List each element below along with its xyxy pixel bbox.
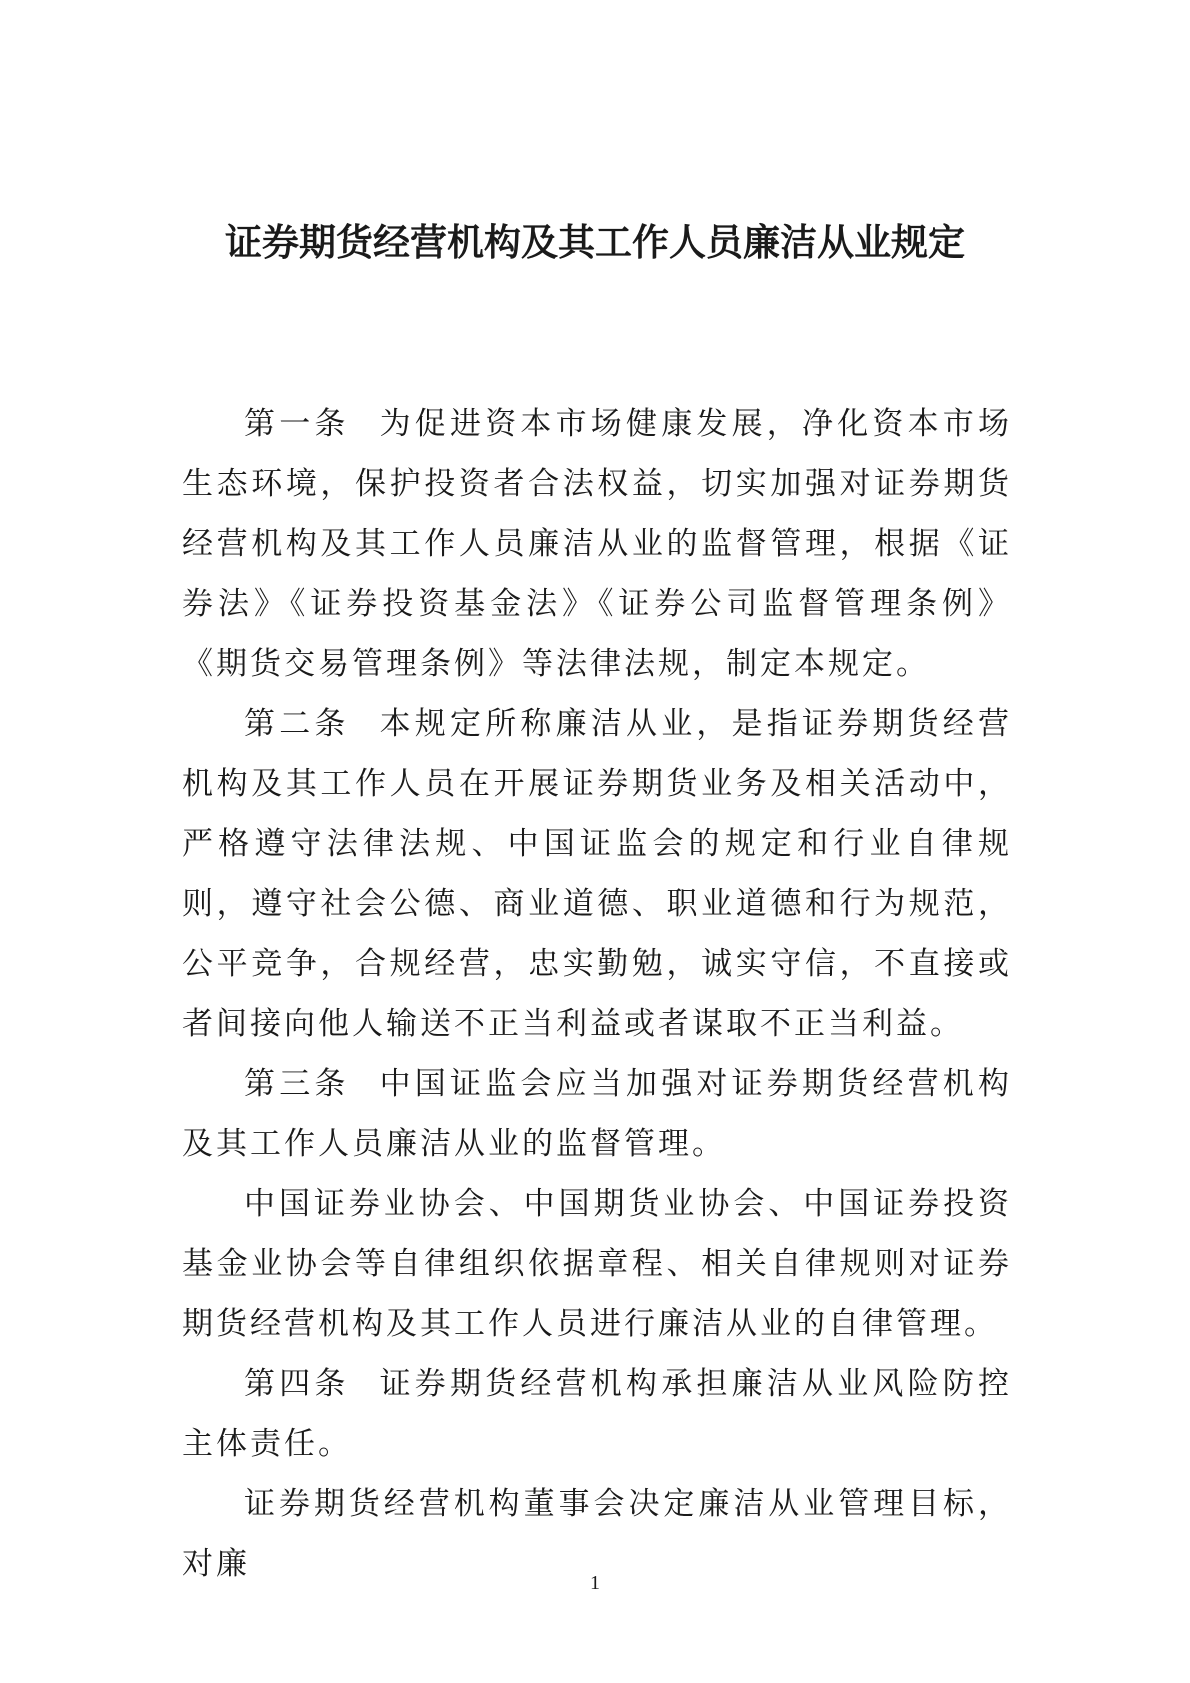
article-number: 第二条 <box>244 706 350 742</box>
paragraph-text: 中国证券业协会、中国期货业协会、中国证券投资基金业协会等自律组织依据章程、相关自律规则对证券期货经营机构及其工作人员进行廉洁从业的自律管理。 <box>182 1186 1012 1342</box>
page-number: 1 <box>590 1572 600 1594</box>
paragraph-article-1 <box>182 394 1012 694</box>
article-number: 第一条 <box>244 406 350 442</box>
paragraph-article-2 <box>182 694 1012 1054</box>
paragraph-article-3 <box>182 1054 1012 1174</box>
paragraph-article-3-clause-2 <box>182 1174 1012 1354</box>
article-number: 第四条 <box>244 1366 350 1402</box>
paragraph-text: 证券期货经营机构董事会决定廉洁从业管理目标，对廉 <box>182 1486 1012 1582</box>
document-body <box>182 394 1012 1594</box>
paragraph-text: 本规定所称廉洁从业，是指证券期货经营机构及其工作人员在开展证券期货业务及相关活动中，严格遵守法律法规、中国证监会的规定和行业自律规则，遵守社会公德、商业道德、职业道德和行为规范，公平竞争，合规经营，忠实勤勉，诚实守信，不直接或者间接向他人输送不正当利益或者谋取不正当利益。 <box>182 706 1013 1042</box>
article-number: 第三条 <box>244 1066 350 1102</box>
document-title: 证券期货经营机构及其工作人员廉洁从业规定 <box>225 220 965 264</box>
paragraph-article-4 <box>182 1354 1012 1474</box>
paragraph-text: 中国证监会应当加强对证券期货经营机构及其工作人员廉洁从业的监督管理。 <box>182 1066 1013 1162</box>
paragraph-text: 为促进资本市场健康发展，净化资本市场生态环境，保护投资者合法权益，切实加强对证券期货经营机构及其工作人员廉洁从业的监督管理，根据《证券法》《证券投资基金法》《证券公司监督管理条例》《期货交易管理条例》等法律法规，制定本规定。 <box>182 406 1013 682</box>
paragraph-text: 证券期货经营机构承担廉洁从业风险防控主体责任。 <box>182 1366 1013 1462</box>
